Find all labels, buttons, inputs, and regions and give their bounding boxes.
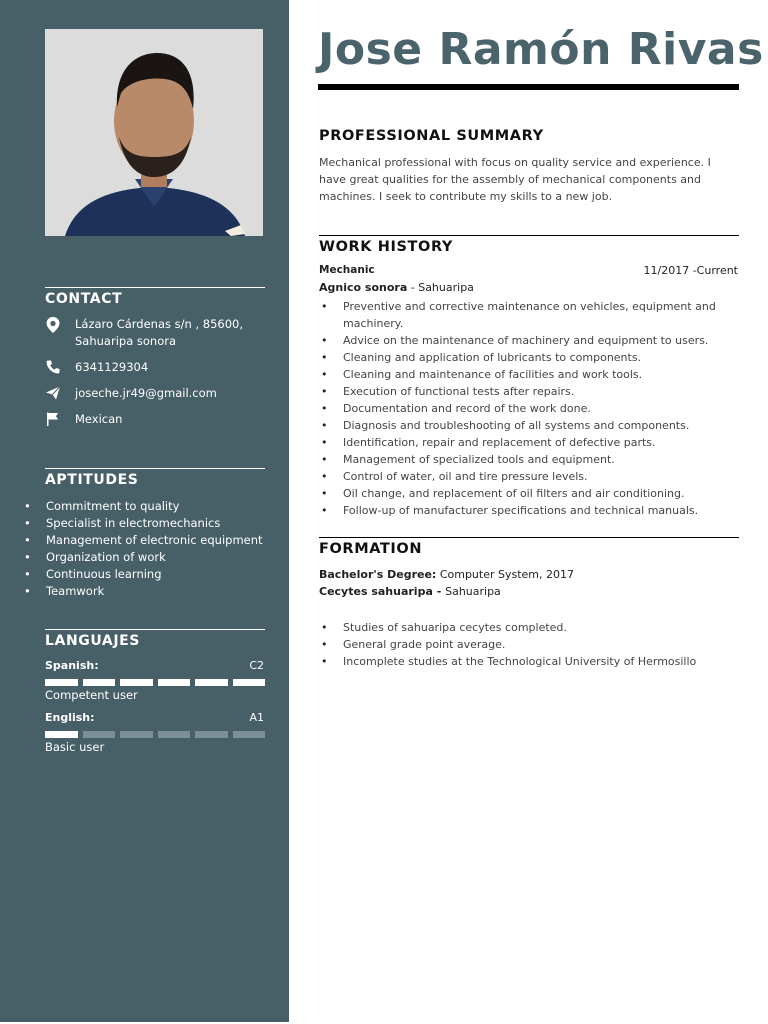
duties-list <box>319 298 739 519</box>
nationality-text: Mexican <box>75 412 123 426</box>
phone-icon <box>45 359 61 375</box>
language-level-segment <box>233 731 266 738</box>
candidate-name: Jose Ramón Rivas <box>318 24 764 75</box>
degree-label: Bachelor's Degree: <box>319 568 437 581</box>
school-location: Sahuaripa <box>445 585 501 598</box>
language-description-english: Basic user <box>45 740 105 754</box>
list-item: • Continuous learning <box>24 566 263 583</box>
language-level-segment <box>83 731 116 738</box>
profile-photo-icon <box>45 29 263 236</box>
contact-phone <box>45 359 275 376</box>
list-item: • General grade point average. <box>319 636 739 653</box>
list-item: • Management of electronic equipment <box>24 532 263 549</box>
contact-address <box>45 316 275 350</box>
list-item: • Advice on the maintenance of machinery and equipment to users. <box>319 332 739 349</box>
language-level-segment <box>120 679 153 686</box>
language-name-spanish: Spanish: <box>45 659 99 672</box>
school-line <box>319 585 501 598</box>
list-item: • Documentation and record of the work done. <box>319 400 739 417</box>
language-level-spanish: C2 <box>249 659 264 672</box>
list-item: • Diagnosis and troubleshooting of all systems and components. <box>319 417 739 434</box>
list-item: • Oil change, and replacement of oil filters and air conditioning. <box>319 485 739 502</box>
address-line-2: Sahuaripa sonora <box>75 334 177 348</box>
list-item: • Preventive and corrective maintenance on vehicles, equipment and machinery. <box>319 298 739 332</box>
language-level-english: A1 <box>249 711 264 724</box>
language-level-segment <box>195 731 228 738</box>
list-item: • Commitment to quality <box>24 498 263 515</box>
language-level-segment <box>158 731 191 738</box>
language-name-english: English: <box>45 711 95 724</box>
job-dates: 11/2017 -Current <box>643 264 738 277</box>
profile-photo <box>45 29 263 236</box>
contact-nationality <box>45 411 275 428</box>
language-level-segment <box>233 679 266 686</box>
name-divider <box>318 84 739 90</box>
degree-line <box>319 568 574 581</box>
language-description-spanish: Competent user <box>45 688 138 702</box>
company-location: - Sahuaripa <box>407 281 474 294</box>
job-title: Mechanic <box>319 264 375 276</box>
formation-notes-list <box>319 619 739 670</box>
language-level-segment <box>158 679 191 686</box>
list-item: • Teamwork <box>24 583 263 600</box>
list-item: • Follow-up of manufacturer specifications and technical manuals. <box>319 502 739 519</box>
list-item: • Identification, repair and replacement of defective parts. <box>319 434 739 451</box>
job-employer <box>319 281 474 294</box>
list-item: • Studies of sahuaripa cecytes completed. <box>319 619 739 636</box>
language-level-segment <box>120 731 153 738</box>
work-history-heading: WORK HISTORY <box>319 235 739 255</box>
list-item: • Specialist in electromechanics <box>24 515 263 532</box>
phone-text: 6341129304 <box>75 360 149 374</box>
formation-heading: FORMATION <box>319 537 739 557</box>
summary-heading: PROFESSIONAL SUMMARY <box>319 128 544 144</box>
language-level-segment <box>45 731 78 738</box>
list-item: • Incomplete studies at the Technological University of Hermosillo <box>319 653 739 670</box>
location-pin-icon <box>45 316 61 332</box>
aptitudes-heading: APTITUDES <box>45 468 265 488</box>
address-line-1: Lázaro Cárdenas s/n , 85600, <box>75 317 244 331</box>
language-level-bar-english <box>45 731 265 738</box>
contact-email <box>45 385 275 402</box>
email-link[interactable]: joseche.jr49@gmail.com <box>75 386 217 400</box>
company-name: Agnico sonora <box>319 281 408 294</box>
languages-heading: LANGUAJES <box>45 629 265 649</box>
list-item: • Cleaning and maintenance of facilities and work tools. <box>319 366 739 383</box>
list-item: • Execution of functional tests after repairs. <box>319 383 739 400</box>
degree-value: Computer System, 2017 <box>436 568 575 581</box>
list-item: • Management of specialized tools and equipment. <box>319 451 739 468</box>
list-item: • Control of water, oil and tire pressure levels. <box>319 468 739 485</box>
language-level-bar-spanish <box>45 679 265 686</box>
list-item: • Organization of work <box>24 549 263 566</box>
language-level-segment <box>195 679 228 686</box>
list-item: • Cleaning and application of lubricants to components. <box>319 349 739 366</box>
language-level-segment <box>45 679 78 686</box>
send-icon <box>45 385 61 401</box>
sidebar <box>0 0 289 1022</box>
contact-heading: CONTACT <box>45 287 265 307</box>
flag-icon <box>45 411 61 427</box>
aptitudes-list <box>24 498 263 600</box>
language-level-segment <box>83 679 116 686</box>
school-name: Cecytes sahuaripa - <box>319 585 446 598</box>
summary-text: Mechanical professional with focus on quality service and experience. I have great qualities for the assembly of mechanical components and machines. I seek to contribute my skills to a new job. <box>319 156 711 203</box>
